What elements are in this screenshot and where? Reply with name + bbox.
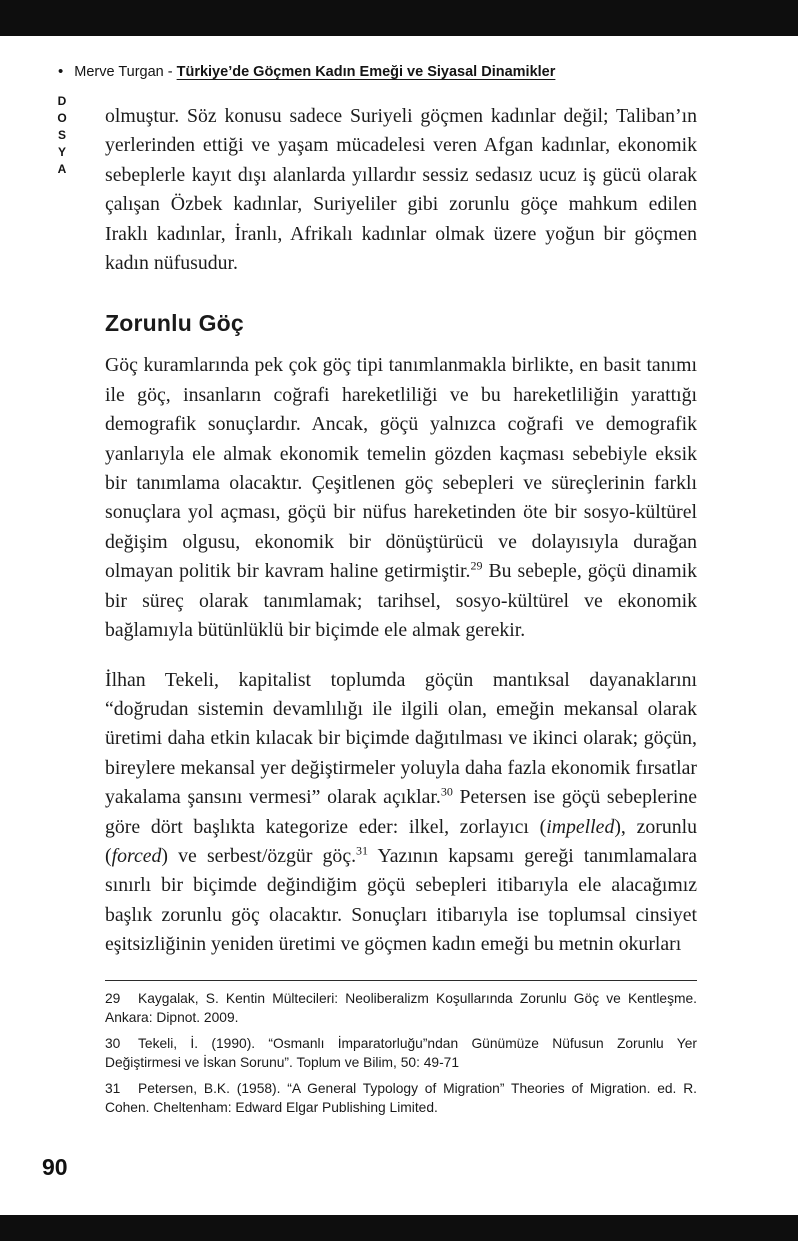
footnote-31 (105, 1079, 697, 1117)
footnotes-section (105, 980, 697, 1117)
header-bullet-icon: • (58, 63, 64, 80)
paragraph-3-text: İlhan Tekeli, kapitalist toplumda göçün mantıksal dayanaklarını “doğrudan sistemin devamlılığı ile ilgili olan, emeğin mekansal olarak üretimi daha etkin kılacak bir biçimde dağıtılması ve ikinci olarak; göçün, bireylere mekansal yer değiştirmeler yoluyla daha fazla ekonomik fırsatlar yakalama şansını vermesi” olarak açıklar. (105, 668, 697, 809)
footnote-number: 29 (105, 990, 121, 1006)
paragraph-3-text: ), zorunlu ( (105, 815, 697, 867)
header-author: Merve Turgan - (74, 64, 177, 80)
paragraph-1: olmuştur. Söz konusu sadece Suriyeli göçmen kadınlar değil; Taliban’ın yerlerinden ettiği ve yaşam mücadelesi veren Afgan kadınlar, ekonomik sebeplerle kayıt dışı alanlarda yıllardır sessiz sedasız ucuz iş gücü olarak çalışan Özbek kadınlar, Suriyeliler gibi zorunlu göçe mahkum edilen Iraklı kadınlar, İranlı, Afrikalı kadınlar olmak üzere yoğun bir göçmen kadın nüfusudur. (105, 105, 697, 275)
footnote-text: Petersen, B.K. (1958). “A General Typology of Migration” Theories of Migration. ed. R. Cohen. Cheltenham: Edward Elgar Publishing Limited. (105, 1080, 697, 1115)
footnote-ref-31: 31 (356, 843, 369, 858)
section-heading: Zorunlu Göç (105, 310, 244, 337)
top-bar (0, 0, 798, 36)
paragraph-3 (105, 666, 697, 960)
footnote-30 (105, 1034, 697, 1072)
paragraph-2-text: Göç kuramlarında pek çok göç tipi tanımlanmakla birlikte, en basit tanımı ile göç, insanların coğrafi hareketliliği ve bu hareketliliğin yarattığı demografik sonuçlardır. Ancak, göçü yalnızca coğrafi ve demografik yanlarıyla ele almak ekonomik temelin gözden kaçması sebebiyle eksik bir tanımlama olacaktır. Çeşitlenen göç sebepleri ve süreçlerinin farklı sonuçlara yol açması, göçü bir nüfus hareketinden öte bir sosyo-kültürel değişim olgusu, ekonomik bir dönüştürücü ve dolayısıyla durağan olmayan politik bir kavram haline getirmiştir. (105, 354, 697, 583)
footnote-ref-29: 29 (470, 558, 483, 573)
paragraph-2 (105, 351, 697, 645)
paragraph-3-text: Petersen ise göçü sebeplerine göre dört başlıkta kategorize eder: ilkel, zorlayıcı ( (105, 786, 697, 838)
footnote-number: 31 (105, 1080, 121, 1096)
italic-term-impelled: impelled (546, 815, 615, 838)
italic-term-forced: forced (111, 844, 162, 867)
paragraph-3-text: Yazının kapsamı gereği tanımlamalara sınırlı bir biçimde değindiğim göçü sebepleri itibarıyla ele alacağımız başlık zorunlu göç olacaktır. Sonuçları itibarıyla ise toplumsal cinsiyet eşitsizliğinin yeniden üretimi ve göçmen kadın emeği bu metnin okurları (105, 844, 697, 956)
page-header (58, 63, 555, 80)
page-content (105, 102, 697, 1124)
section-label-dosya: DOSYA (55, 94, 69, 179)
footnote-text: Tekeli, İ. (1990). “Osmanlı İmparatorluğu”ndan Günümüze Nüfusun Zorunlu Yer Değiştirmesi ve İskan Sorunu”. Toplum ve Bilim, 50: 49-71 (105, 1035, 697, 1070)
paragraph-2-text-cont: Bu sebeple, göçü dinamik bir süreç olarak tanımlamak; tarihsel, sosyo-kültürel ve ekonomik bağlamıyla bütünlüklü bir biçimde ele almak gerekir. (105, 560, 697, 642)
header-title: Türkiye’de Göçmen Kadın Emeği ve Siyasal Dinamikler (176, 64, 556, 80)
footnote-ref-30: 30 (440, 784, 453, 799)
footnote-29 (105, 989, 697, 1027)
page-number: 90 (42, 1154, 68, 1180)
bottom-bar (0, 1215, 798, 1241)
paragraph-3-text: ) ve serbest/özgür göç. (161, 844, 357, 867)
footnote-text: Kaygalak, S. Kentin Mültecileri: Neoliberalizm Koşullarında Zorunlu Göç ve Kentleşme. Ankara: Dipnot. 2009. (105, 990, 697, 1025)
footnote-number: 30 (105, 1035, 121, 1051)
